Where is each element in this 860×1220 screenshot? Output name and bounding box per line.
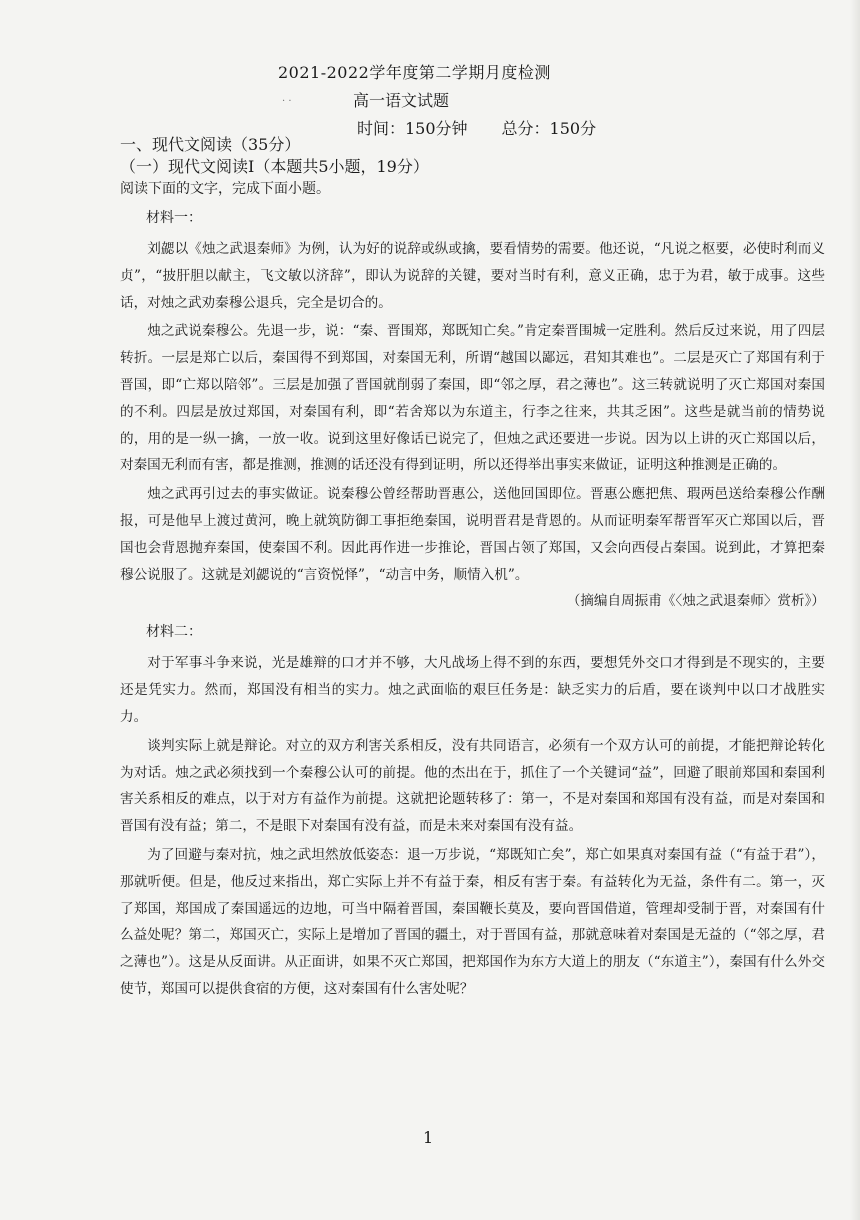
paragraph: 为了回避与秦对抗，烛之武坦然放低姿态：退一万步说，“郑既知亡矣”，郑亡如果真对秦国有益（“有益于君”），那就听便。但是，他反过来指出，郑亡实际上并不有益于秦，相反有害于秦。有益转化为无益，条件有二。第一，灭了郑国，郑国成了秦国遥远的边地，可当中隔着晋国，秦国鞭长莫及，要向晋国借道，管理却受制于晋，对秦国有什么益处呢？第二，郑国灭亡，实际上是增加了晋国的疆土，对于晋国有益，那就意味着对秦国是无益的（“邻之厚，君之薄也”）。这是从反面讲。从正面讲，如果不灭亡郑国，把郑国作为东方大道上的朋友（“东道主”），秦国有什么外交使节，郑国可以提供食宿的方便，这对秦国有什么害处呢？ — [120, 846, 825, 997]
section-heading: 一、现代文阅读（35分） — [120, 135, 301, 154]
exam-total-score: 总分：150分 — [501, 119, 597, 138]
paragraph: 烛之武说秦穆公。先退一步，说：“秦、晋围郑，郑既知亡矣。”肯定秦晋围城一定胜利。然后反过来说，用了四层转折。一层是郑亡以后，秦国得不到郑国，对秦国无利，所谓“越国以鄙远，君知其难也”。二层是灭亡了郑国有利于晋国，即“亡郑以陪邻”。三层是加强了晋国就削弱了秦国，即“邻之厚，君之薄也”。这三转就说明了灭亡郑国对秦国的不利。四层是放过郑国，对秦国有利，即“若舍郑以为东道主，行李之往来，共其乏困”。这些是就当前的情势说的，用的是一纵一擒，一放一收。说到这里好像话已说完了，但烛之武还要进一步说。因为以上讲的灭亡郑国以后，对秦国无利而有害，都是推测，推测的话还没有得到证明，所以还得举出事实来做证，证明这种推测是正确的。 — [120, 323, 825, 474]
subsection-heading: （一）现代文阅读Ⅰ（本题共5小题，19分） — [120, 157, 429, 176]
instruction-text: 阅读下面的文字，完成下面小题。 — [120, 181, 330, 197]
source-citation: （摘编自周振甫《〈烛之武退秦师〉赏析》） — [566, 593, 825, 610]
scan-speck: · · — [282, 96, 292, 107]
scan-edge-shadow — [850, 0, 860, 1220]
paragraph: 刘勰以《烛之武退秦师》为例，认为好的说辞或纵或擒，要看情势的需要。他还说，“凡说之枢要，必使时利而义贞”，“披肝胆以献主，飞文敏以济辞”，即认为说辞的关键，要对当时有利，意义正确，忠于为君，敏于成事。这些话，对烛之武劝秦穆公退兵，完全是切合的。 — [120, 241, 825, 311]
material-label: 材料一： — [146, 210, 202, 226]
exam-title: 2021-2022学年度第二学期月度检测 — [278, 63, 551, 82]
exam-time: 时间：150分钟 — [357, 119, 468, 138]
material-label: 材料二： — [146, 624, 202, 641]
exam-subtitle: 高一语文试题 — [353, 91, 450, 110]
paragraph: 烛之武再引过去的事实做证。说秦穆公曾经帮助晋惠公，送他回国即位。晋惠公應把焦、瑕两邑送给秦穆公作酬报，可是他早上渡过黄河，晚上就筑防御工事拒绝秦国，说明晋君是背恩的。从而证明秦军帮晋军灭亡郑国以后，晋国也会背恩抛弃秦国，使秦国不利。因此再作进一步推论，晋国占领了郑国，又会向西侵占秦国。说到此，才算把秦穆公说服了。这就是刘勰说的“言资悦怿”，“动言中务，顺情入机”。 — [120, 486, 825, 583]
exam-body — [120, 134, 825, 1005]
paragraph: 对于军事斗争来说，光是雄辩的口才并不够，大凡战场上得不到的东西，要想凭外交口才得到是不现实的，主要还是凭实力。然而，郑国没有相当的实力。烛之武面临的艰巨任务是：缺乏实力的后盾，要在谈判中以口才战胜实力。 — [120, 655, 825, 725]
page-number: 1 — [423, 1128, 434, 1147]
paragraph: 谈判实际上就是辩论。对立的双方利害关系相反，没有共同语言，必须有一个双方认可的前提，才能把辩论转化为对话。烛之武必须找到一个秦穆公认可的前提。他的杰出在于，抓住了一个关键词“益”，回避了眼前郑国和秦国利害关系相反的难点，以于对方有益作为前提。这就把论题转移了：第一，不是对秦国和郑国有没有益，而是对秦国和晋国有没有益；第二，不是眼下对秦国有没有益，而是未来对秦国有没有益。 — [120, 737, 825, 835]
